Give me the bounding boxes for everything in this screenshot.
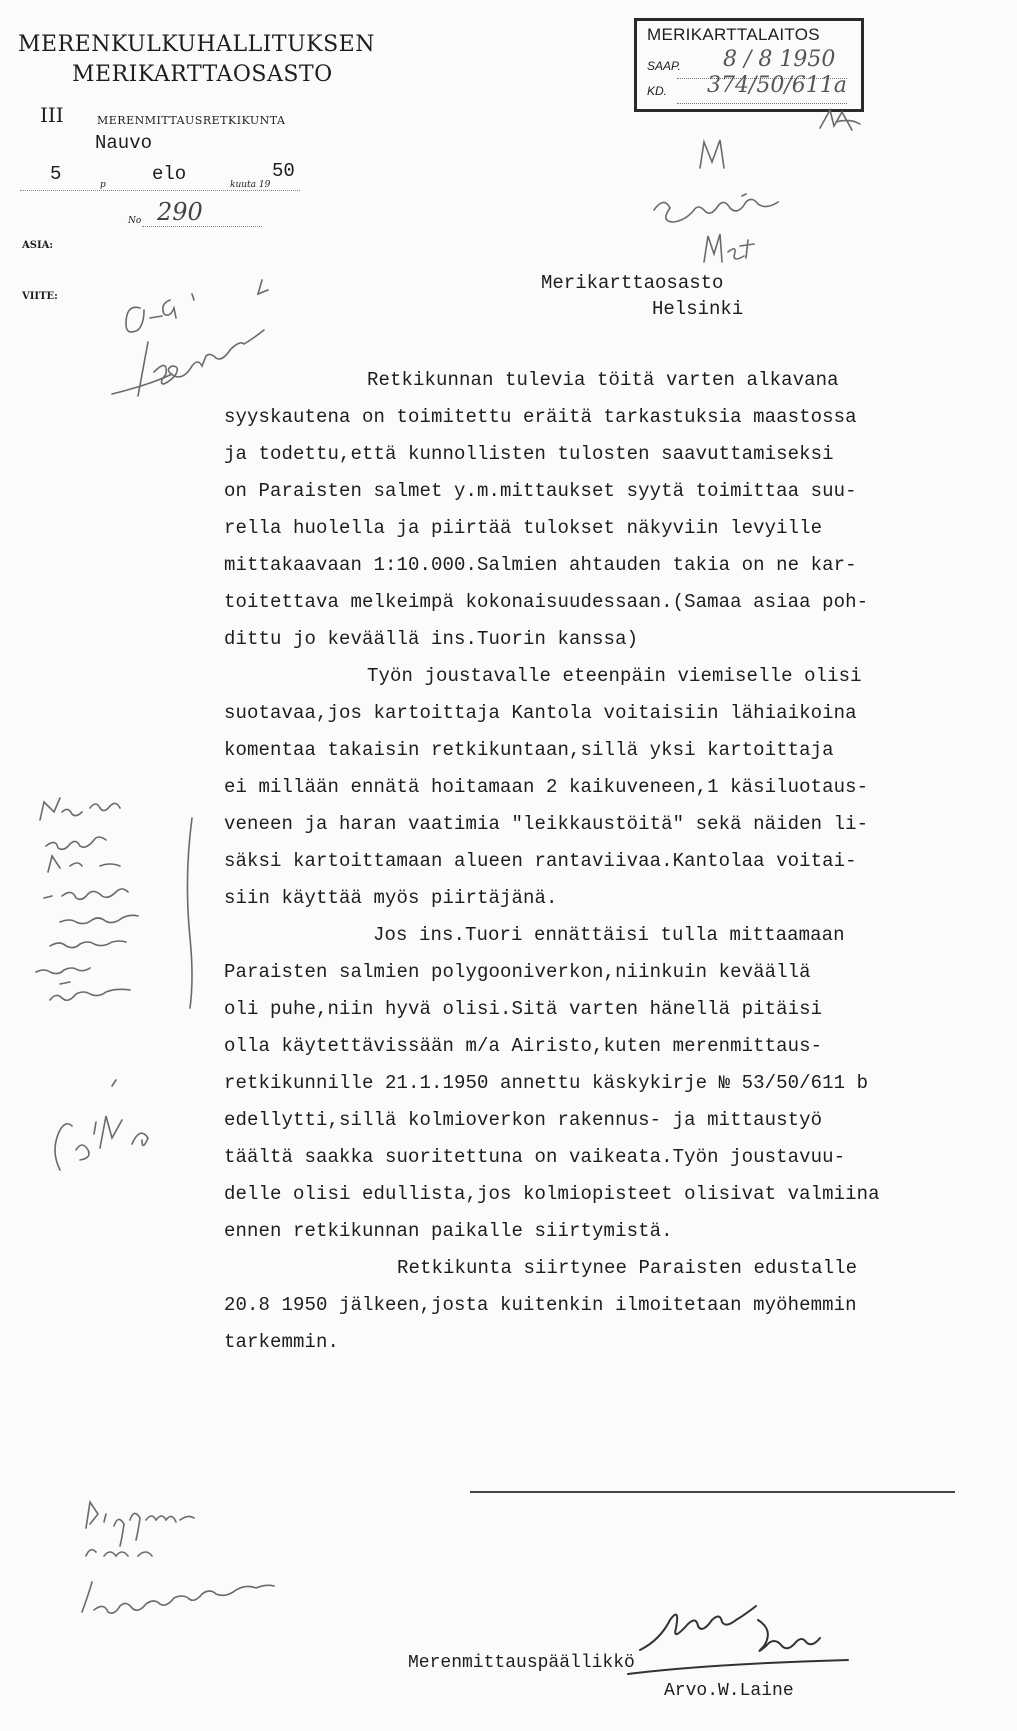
date-day: 5: [50, 163, 62, 185]
body-line: ennen retkikunnan paikalle siirtymistä.: [224, 1220, 673, 1242]
unit-name: MERENMITTAUSRETKIKUNTA: [97, 114, 286, 127]
body-line: delle olisi edullista,jos kolmiopisteet olisivat valmiina: [224, 1183, 880, 1205]
body-line: siin käyttää myös piirtäjänä.: [224, 887, 558, 909]
letterhead-line1: MERENKULKUHALLITUKSEN: [18, 32, 375, 57]
stamp-saap-label: SAAP.: [647, 59, 681, 73]
body-line: syyskautena on toimitettu eräitä tarkastuksia maastossa: [224, 406, 857, 428]
body-line: säksi kartoittamaan alueen rantaviivaa.Kantolaa voitai-: [224, 850, 857, 872]
body-line: edellytti,sillä kolmioverkon rakennus- ja mittaustyö: [224, 1109, 823, 1131]
body-line: Jos ins.Tuori ennättäisi tulla mittaamaan: [373, 924, 845, 946]
handwritten-signature: [628, 1606, 848, 1674]
date-kuuta-label: kuuta 19: [230, 180, 271, 190]
body-line: rella huolella ja piirtää tulokset näkyviin levyille: [224, 517, 823, 539]
body-line: mittakaavaan 1:10.000.Salmien ahtauden takia on ne kar-: [224, 554, 857, 576]
recipient-line2: Helsinki: [652, 298, 744, 320]
handwritten-initials: [820, 110, 860, 130]
body-line: ei millään ennätä hoitamaan 2 kaikuveneen,1 käsiluotaus-: [224, 776, 869, 798]
body-line: Retkikunnan tulevia töitä varten alkavana: [367, 369, 839, 391]
stamp-title: MERIKARTTALAITOS: [647, 25, 820, 44]
handwritten-margin-note: [36, 798, 138, 1000]
body-line: toitettava melkeimpä kokonaisuudessaan.(Samaa asiaa poh-: [224, 591, 869, 613]
number-value: 290: [157, 198, 203, 226]
letterhead-line2: MERIKARTTAOSASTO: [72, 62, 333, 87]
body-line: dittu jo keväällä ins.Tuorin kanssa): [224, 628, 639, 650]
signature-title: Merenmittauspäällikkö: [408, 1653, 635, 1673]
viite-label: VIITE:: [22, 291, 58, 302]
handwritten-underline: [470, 1491, 955, 1493]
handwritten-note: [55, 1080, 148, 1170]
body-line: olla käytettävissään m/a Airisto,kuten merenmittaus-: [224, 1035, 823, 1057]
handwritten-note: [126, 280, 268, 332]
body-line: suotavaa,jos kartoittaja Kantola voitaisiin lähiaikoina: [224, 702, 857, 724]
body-line: tarkemmin.: [224, 1331, 340, 1353]
body-line: Retkikunta siirtynee Paraisten edustalle: [397, 1257, 858, 1279]
margin-bracket: [187, 818, 192, 1008]
body-line: oli puhe,niin hyvä olisi.Sitä varten hänellä pitäisi: [224, 998, 823, 1020]
stamp-saap-value: 8 / 8 1950: [723, 47, 836, 72]
body-line: on Paraisten salmet y.m.mittaukset syytä toimittaa suu-: [224, 480, 857, 502]
body-line: 20.8 1950 jälkeen,josta kuitenkin ilmoitetaan myöhemmin: [224, 1294, 857, 1316]
number-label: No: [128, 216, 142, 226]
date-month: elo: [152, 163, 187, 185]
unit-numeral: III: [40, 103, 64, 127]
signature-name: Arvo.W.Laine: [664, 1681, 794, 1701]
handwritten-note: [704, 234, 754, 262]
handwritten-margin-note: [82, 1502, 274, 1613]
body-line: komentaa takaisin retkikuntaan,sillä yksi kartoittaja: [224, 739, 834, 761]
handwritten-mark: [700, 140, 724, 168]
recipient-line1: Merikarttaosasto: [541, 272, 724, 294]
asia-label: ASIA:: [22, 240, 54, 251]
body-line: ja todettu,että kunnollisten tulosten saavuttamiseksi: [224, 443, 834, 465]
body-line: täältä saakka suoritettuna on vaikeata.Työn joustavuu-: [224, 1146, 846, 1168]
body-line: Työn joustavalle eteenpäin viemiselle olisi: [367, 665, 862, 687]
place-name: Nauvo: [95, 132, 153, 154]
handwritten-signature: [112, 330, 264, 396]
handwritten-note: [654, 194, 778, 222]
date-year: 50: [272, 160, 295, 182]
date-p-label: p: [100, 180, 106, 190]
body-line: Paraisten salmien polygooniverkon,niinkuin keväällä: [224, 961, 811, 983]
body-line: retkikunnille 21.1.1950 annettu käskykirje № 53/50/611 b: [224, 1072, 869, 1094]
stamp-kd-label: KD.: [647, 84, 668, 98]
stamp-kd-value: 374/50/611a: [707, 73, 847, 98]
body-line: veneen ja haran vaatimia "leikkaustöitä" sekä näiden li-: [224, 813, 869, 835]
